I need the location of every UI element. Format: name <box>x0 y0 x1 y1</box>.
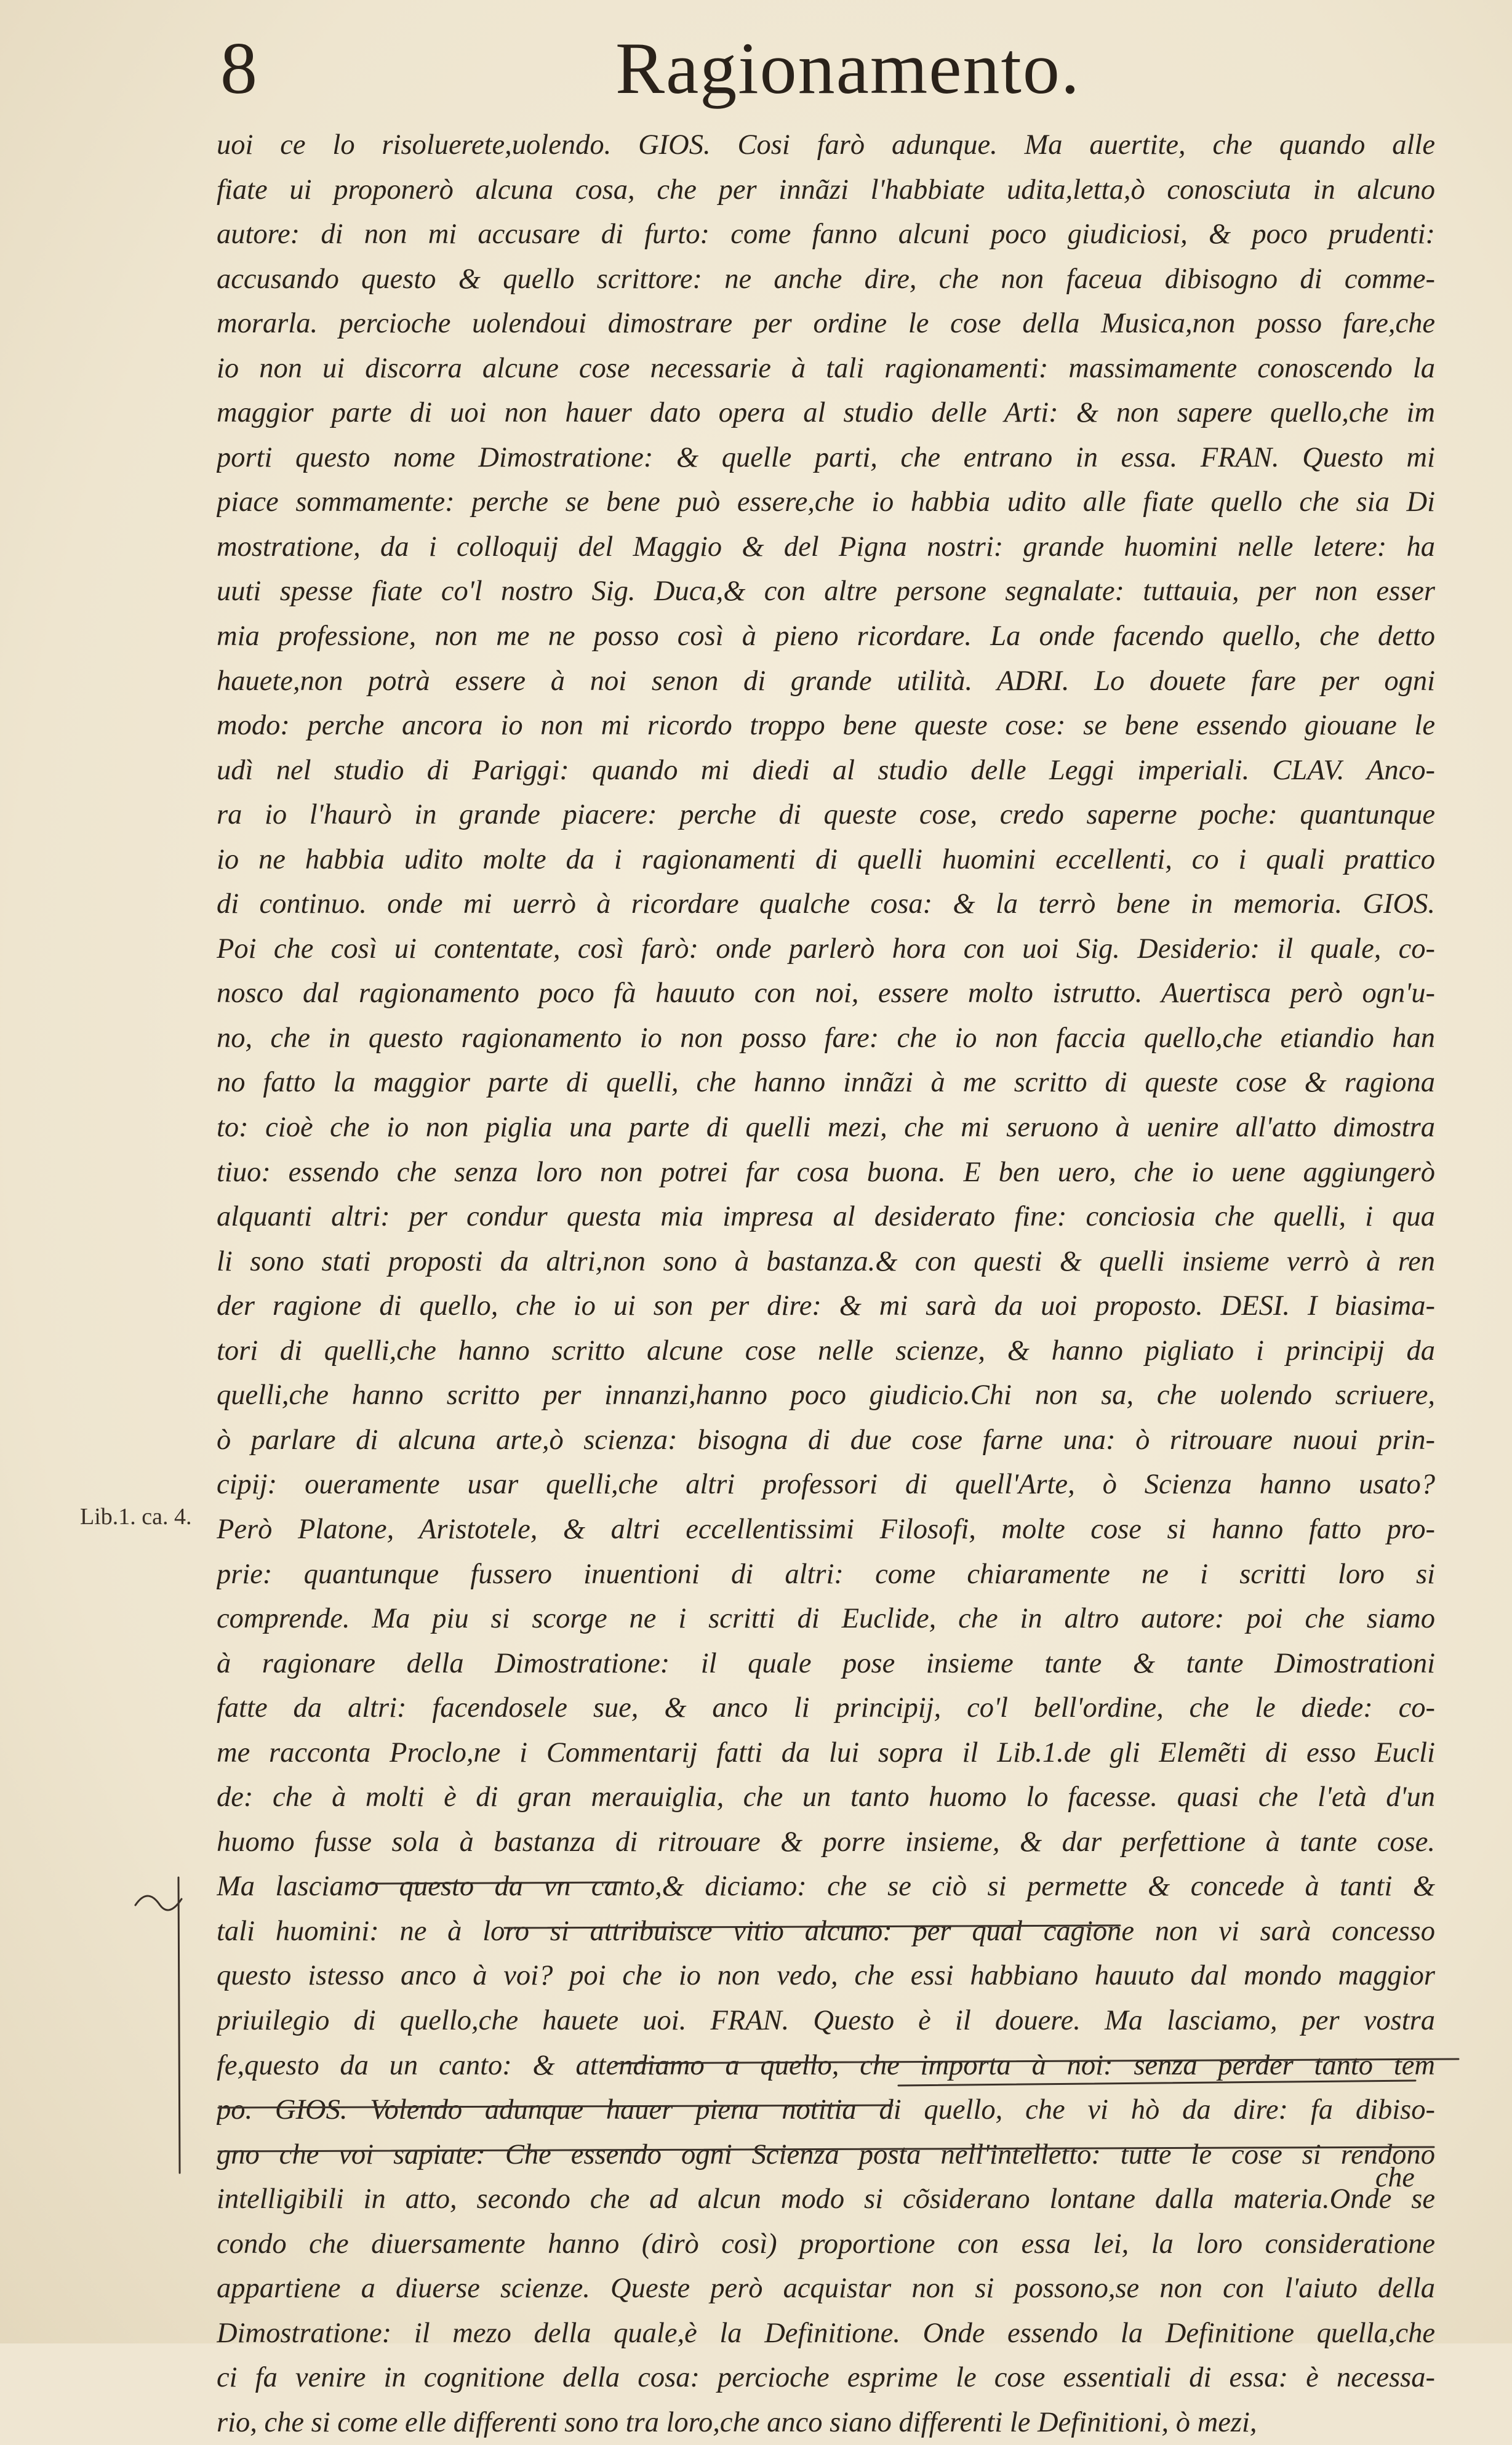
text-line: intelligibili in atto, secondo che ad alcun modo si cõsiderano lontane dalla materia.Onde se <box>217 2183 1435 2215</box>
text-line: rio, che si come elle differenti sono tra loro,che anco siano differenti le Definitioni, ò mezi, <box>217 2406 1257 2438</box>
text-line: no fatto la maggior parte di quelli, che hanno innãzi à me scritto di queste cose & ragiona <box>217 1067 1435 1099</box>
text-line: priuilegio di quello,che hauete uoi. FRAN. Questo è il douere. Ma lasciamo, per vostra <box>217 2004 1435 2036</box>
text-line: di continuo. onde mi uerrò à ricordare qualche cosa: & la terrò bene in memoria. GIOS. <box>217 888 1435 920</box>
text-line: po. GIOS. Volendo adunque hauer piena notitia di quello, che vi hò da dire: fa dibiso- <box>217 2094 1435 2126</box>
text-line: fiate ui proponerò alcuna cosa, che per innãzi l'habbiate udita,letta,ò conosciuta in alcuno <box>217 174 1435 206</box>
text-line: prie: quantunque fussero inuentioni di altri: come chiaramente ne i scritti loro si <box>217 1558 1435 1590</box>
text-line: mostratione, da i colloquij del Maggio & del Pigna nostri: grande huomini nelle letere: ha <box>217 531 1435 563</box>
text-line: porti questo nome Dimostratione: & quelle parti, che entrano in essa. FRAN. Questo mi <box>217 441 1435 473</box>
text-line: fatte da altri: facendosele sue, & anco li principij, co'l bell'ordine, che le diede: co- <box>217 1692 1435 1724</box>
text-line: appartiene a diuerse scienze. Queste però acquistar non si possono,se non con l'aiuto della <box>217 2273 1435 2305</box>
text-line: alquanti altri: per condur questa mia impresa al desiderato fine: conciosia che quelli, i qua <box>217 1201 1435 1233</box>
text-line: me racconta Proclo,ne i Commentarij fatti da lui sopra il Lib.1.de gli Elemẽti di esso Eucli <box>217 1736 1435 1769</box>
text-line: Però Platone, Aristotele, & altri eccellentissimi Filosofi, molte cose si hanno fatto pro- <box>217 1513 1435 1545</box>
text-line: morarla. percioche uolendoui dimostrare per ordine le cose della Musica,non posso fare,che <box>217 308 1435 340</box>
text-line: mia professione, non me ne posso così à pieno ricordare. La onde facendo quello, che detto <box>217 620 1435 652</box>
text-line: huomo fusse sola à bastanza di ritrouare & porre insieme, & dar perfettione à tante cose. <box>217 1826 1435 1858</box>
text-line: udì nel studio di Pariggi: quando mi diedi al studio delle Leggi imperiali. CLAV. Anco- <box>217 754 1435 786</box>
text-line: uuti spesse fiate co'l nostro Sig. Duca,& con altre persone segnalate: tuttauia, per non esser <box>217 576 1435 608</box>
text-line: Ma lasciamo questo da vn canto,& diciamo: che se ciò si permette & concede à tanti & <box>217 1871 1435 1903</box>
text-line: accusando questo & quello scrittore: ne anche dire, che non faceua dibisogno di comme- <box>217 263 1435 295</box>
text-line: ò parlare di alcuna arte,ò scienza: bisogna di due cose farne una: ò ritrouare nuoui prin- <box>217 1424 1435 1456</box>
text-line: maggior parte di uoi non hauer dato opera al studio delle Arti: & non sapere quello,che im <box>217 397 1435 429</box>
text-line: Dimostratione: il mezo della quale,è la Definitione. Onde essendo la Definitione quella,che <box>217 2317 1435 2349</box>
text-line: no, che in questo ragionamento io non posso fare: che io non faccia quello,che etiandio han <box>217 1022 1435 1054</box>
text-line: modo: perche ancora io non mi ricordo troppo bene queste cose: se bene essendo giouane le <box>217 710 1435 742</box>
text-line: tiuo: essendo che senza loro non potrei far cosa buona. E ben uero, che io uene aggiungerò <box>217 1156 1435 1188</box>
text-line: uoi ce lo risoluerete,uolendo. GIOS. Cosi farò adunque. Ma auertite, che quando alle <box>217 129 1435 161</box>
text-line: li sono stati proposti da altri,non sono à bastanza.& con questi & quelli insieme verrò à ren <box>217 1245 1435 1277</box>
text-line: nosco dal ragionamento poco fà hauuto con noi, essere molto istrutto. Auertisca però ogn'u- <box>217 978 1435 1010</box>
text-line: de: che à molti è di gran merauiglia, che un tanto huomo lo facesse. quasi che l'età d'un <box>217 1781 1435 1813</box>
text-line: gno che voi sapiate: Che essendo ogni Scienza posta nell'intelletto: tutte le cose si rendono <box>217 2138 1435 2170</box>
text-line: comprende. Ma piu si scorge ne i scritti di Euclide, che in altro autore: poi che siamo <box>217 1603 1435 1635</box>
text-line: questo istesso anco à voi? poi che io non vedo, che essi habbiano hauuto dal mondo maggior <box>217 1960 1435 1992</box>
page-number: 8 <box>220 27 258 109</box>
text-line: tori di quelli,che hanno scritto alcune cose nelle scienze, & hanno pigliato i principij da <box>217 1335 1435 1367</box>
text-line: ci fa venire in cognitione della cosa: percioche esprime le cose essentiali di essa: è necessa- <box>217 2362 1435 2394</box>
text-line: der ragione di quello, che io ui son per dire: & mi sarà da uoi proposto. DESI. I biasima- <box>217 1290 1435 1322</box>
text-line: quelli,che hanno scritto per innanzi,hanno poco giudicio.Chi non sa, che uolendo scriuere, <box>217 1379 1435 1411</box>
text-line: hauete,non potrà essere à noi senon di grande utilità. ADRI. Lo douete fare per ogni <box>217 665 1435 697</box>
text-line: to: cioè che io non piglia una parte di quelli mezi, che mi seruono à uenire all'atto dimostra <box>217 1112 1435 1144</box>
body-text <box>217 123 1435 2445</box>
margin-bracket-line <box>178 1877 180 2173</box>
text-line: autore: di non mi accusare di furto: come fanno alcuni poco giudiciosi, & poco prudenti: <box>217 219 1435 251</box>
catchword: che <box>1375 2161 1415 2193</box>
text-line: cipij: oueramente usar quelli,che altri professori di quell'Arte, ò Scienza hanno usato? <box>217 1469 1435 1501</box>
text-line: io non ui discorra alcune cose necessarie à tali ragionamenti: massimamente conoscendo la <box>217 352 1435 384</box>
text-line: Poi che così ui contentate, così farò: onde parlerò hora con uoi Sig. Desiderio: il quale, co- <box>217 933 1435 965</box>
text-line: fe,questo da un canto: & attendiamo a quello, che importa à noi: senza perder tanto tem <box>217 2049 1435 2081</box>
text-line: condo che diuersamente hanno (dirò così) proportione con essa lei, la loro consideratione <box>217 2228 1435 2260</box>
marginal-note: Lib.1. ca. 4. <box>80 1504 192 1530</box>
text-line: piace sommamente: perche se bene può essere,che io habbia udito alle fiate quello che sia Di <box>217 486 1435 518</box>
running-head: Ragionamento. <box>615 27 1081 109</box>
text-line: ra io l'haurò in grande piacere: perche di queste cose, credo saperne poche: quantunque <box>217 799 1435 831</box>
text-line: tali huomini: ne à loro si attribuisce vitio alcuno: per qual cagione non vi sarà concesso <box>217 1915 1435 1947</box>
text-line: à ragionare della Dimostratione: il quale pose insieme tante & tante Dimostrationi <box>217 1647 1435 1679</box>
margin-scribble <box>135 1896 182 1910</box>
text-line: io ne habbia udito molte da i ragionamenti di quelli huomini eccellenti, co i quali prattico <box>217 843 1435 875</box>
